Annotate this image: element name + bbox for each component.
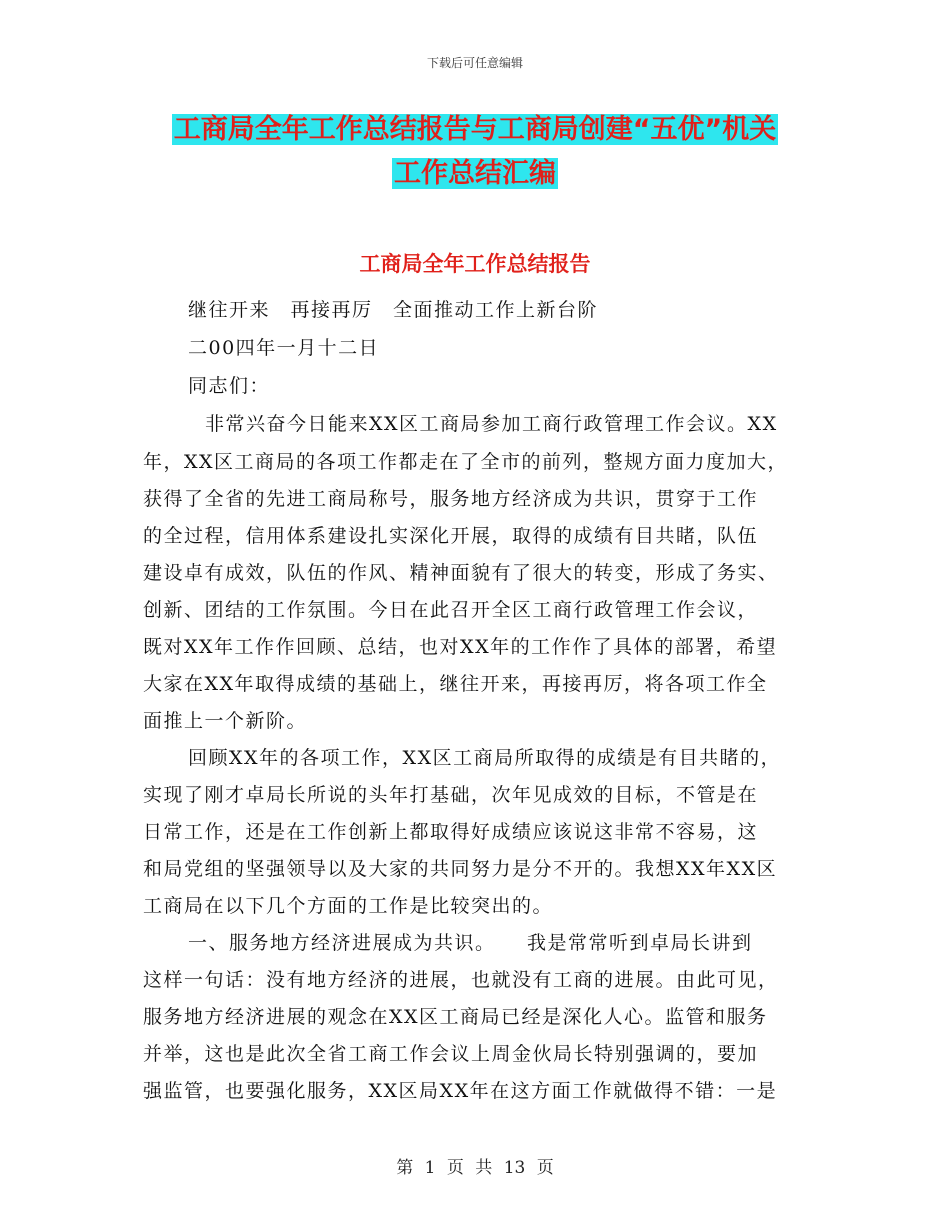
paragraph-1-line: 既对XX年工作作回顾、总结，也对XX年的工作作了具体的部署，希望: [143, 636, 778, 658]
section-title: 工商局全年工作总结报告: [359, 252, 591, 276]
paragraph-1-line: 大家在XX年取得成绩的基础上，继往开来，再接再厉，将各项工作全: [143, 673, 768, 695]
paragraph-1-line: 获得了全省的先进工商局称号，服务地方经济成为共识，贯穿于工作: [143, 488, 759, 510]
speech-heading: 继往开来 再接再厉 全面推动工作上新台阶: [188, 299, 599, 321]
paragraph-1-line: 创新、团结的工作氛围。今日在此召开全区工商行政管理工作会议，: [143, 599, 759, 621]
header-note: 下载后可任意编辑: [426, 56, 523, 70]
paragraph-1-line: 的全过程，信用体系建设扎实深化开展，取得的成绩有目共睹，队伍: [143, 525, 759, 547]
paragraph-2-line: 日常工作，还是在工作创新上都取得好成绩应该说这非常不容易，这: [143, 821, 759, 843]
speech-date: 二00四年一月十二日: [188, 337, 380, 359]
paragraph-2-line: 回顾XX年的各项工作，XX区工商局所取得的成绩是有目共睹的，: [188, 747, 782, 769]
paragraph-1-line: 面推上一个新阶。: [143, 710, 308, 732]
paragraph-2-line: 工商局在以下几个方面的工作是比较突出的。: [143, 895, 554, 917]
paragraph-3-line: 服务地方经济进展的观念在XX区工商局已经是深化人心。监管和服务: [143, 1006, 768, 1028]
main-title-line-1: 工商局全年工作总结报告与工商局创建“五优”机关: [173, 114, 777, 145]
paragraph-3-line: 一、服务地方经济进展成为共识。 我是常常听到卓局长讲到: [188, 932, 753, 954]
paragraph-2-line: 实现了刚才卓局长所说的头年打基础，次年见成效的目标，不管是在: [143, 784, 759, 806]
page-number: 第 1 页 共 13 页: [396, 1158, 554, 1178]
main-title-line-2: 工作总结汇编: [394, 158, 556, 189]
paragraph-3-line: 这样一句话：没有地方经济的进展，也就没有工商的进展。由此可见，: [143, 969, 779, 991]
paragraph-1-line: 非常兴奋今日能来XX区工商局参加工商行政管理工作会议。XX: [205, 413, 778, 435]
paragraph-1-line: 年，XX区工商局的各项工作都走在了全市的前列，整规方面力度加大，: [143, 451, 789, 473]
greeting: 同志们：: [188, 375, 271, 397]
paragraph-3-line: 并举，这也是此次全省工商工作会议上周金伙局长特别强调的，要加: [143, 1043, 759, 1065]
paragraph-1-line: 建设卓有成效，队伍的作风、精神面貌有了很大的转变，形成了务实、: [143, 562, 779, 584]
paragraph-3-line: 强监管，也要强化服务，XX区局XX年在这方面工作就做得不错：一是: [143, 1080, 778, 1102]
paragraph-2-line: 和局党组的坚强领导以及大家的共同努力是分不开的。我想XX年XX区: [143, 858, 778, 880]
